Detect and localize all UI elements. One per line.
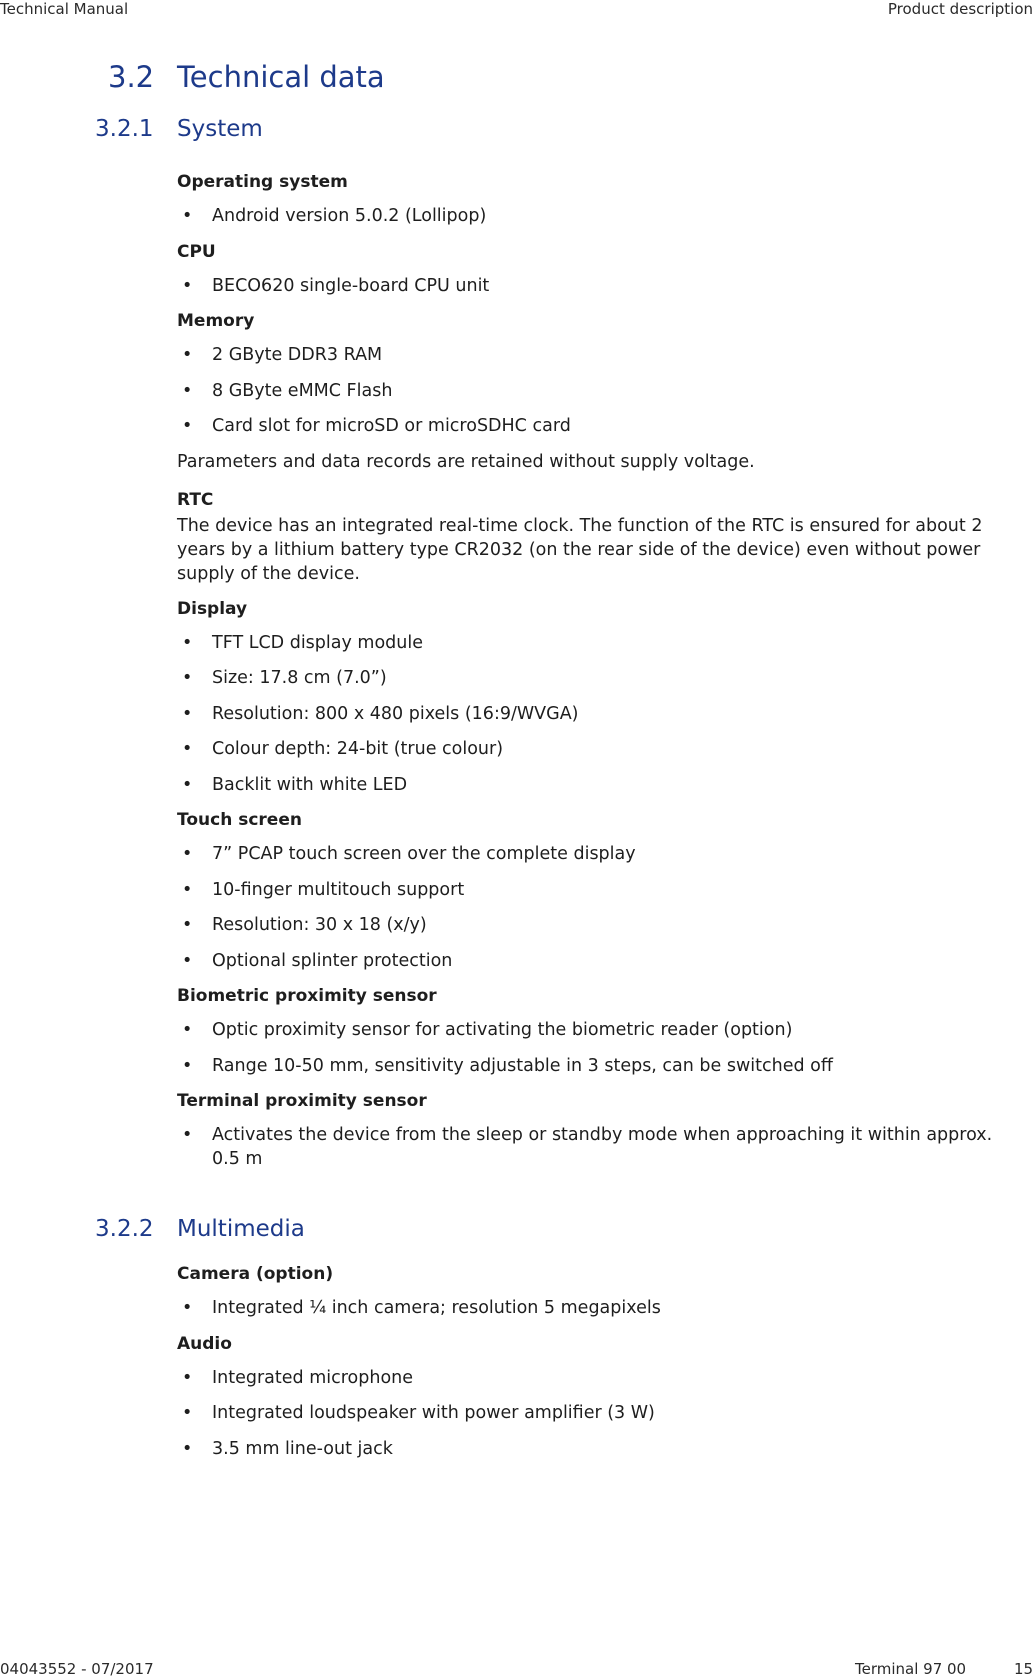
list-item-text: 8 GByte eMMC Flash xyxy=(212,380,393,401)
list-item xyxy=(177,1018,1017,1042)
list-item-text: BECO620 single-board CPU unit xyxy=(212,275,490,296)
cpu-list xyxy=(177,274,1017,298)
bullet: • xyxy=(182,1367,193,1388)
list-item xyxy=(177,414,1017,438)
list-item xyxy=(177,842,1017,866)
list-item xyxy=(177,666,1017,690)
list-item xyxy=(177,1437,1017,1461)
list-item-text: 7” PCAP touch screen over the complete display xyxy=(212,844,636,864)
rtc-group xyxy=(177,488,1017,586)
list-item xyxy=(177,949,1017,973)
list-item-text: Size: 17.8 cm (7.0”) xyxy=(212,668,387,688)
camera-label: Camera (option) xyxy=(177,1264,334,1284)
running-header-right: Product description xyxy=(887,0,1033,18)
display-group xyxy=(177,597,1017,797)
rtc-text: The device has an integrated real-time clock. The function of the RTC is ensured for about 2 years by a lithium battery type CR2032 (on the rear side of the device) even without power supply of the device. xyxy=(177,515,983,584)
section-heading xyxy=(0,60,1033,100)
bullet: • xyxy=(182,915,193,935)
list-item xyxy=(177,1401,1017,1425)
os-list xyxy=(177,204,1017,228)
biometric-label: Biometric proximity sensor xyxy=(177,986,437,1006)
list-item xyxy=(177,773,1017,797)
list-item-text: Activates the device from the sleep or standby mode when approaching it within approx. 0.5 m xyxy=(212,1125,993,1169)
audio-label: Audio xyxy=(177,1333,232,1354)
footer-doc-number: 04043552 - 07/2017 xyxy=(0,1660,154,1678)
footer-product: Terminal 97 00 xyxy=(855,1660,967,1678)
bullet: • xyxy=(182,1125,193,1145)
bullet: • xyxy=(182,380,193,401)
list-item-text: Integrated microphone xyxy=(212,1367,414,1388)
display-list xyxy=(177,631,1017,797)
bullet: • xyxy=(182,879,193,900)
list-item-text: Backlit with white LED xyxy=(212,774,408,795)
bullet: • xyxy=(182,206,193,226)
list-item xyxy=(177,274,1017,298)
display-label: Display xyxy=(177,598,248,619)
camera-list xyxy=(177,1296,1017,1320)
terminal-label: Terminal proximity sensor xyxy=(177,1091,427,1111)
biometric-group xyxy=(177,984,1017,1078)
bullet: • xyxy=(182,703,193,724)
system-content xyxy=(177,170,1017,1183)
subsection-heading-system xyxy=(0,116,1033,148)
bullet: • xyxy=(182,1438,193,1459)
bullet: • xyxy=(182,1055,193,1076)
bullet: • xyxy=(182,1298,193,1318)
list-item-text: Optic proximity sensor for activating the biometric reader (option) xyxy=(212,1020,793,1040)
list-item-text: 3.5 mm line-out jack xyxy=(212,1438,393,1459)
list-item xyxy=(177,878,1017,902)
list-item-text: Resolution: 30 x 18 (x/y) xyxy=(212,915,427,935)
bullet: • xyxy=(182,416,193,436)
list-item-text: Range 10-50 mm, sensitivity adjustable in 3 steps, can be switched off xyxy=(212,1055,833,1076)
bullet: • xyxy=(182,739,193,759)
bullet: • xyxy=(182,950,193,971)
subsection-heading-multimedia xyxy=(0,1216,1033,1248)
list-item xyxy=(177,1123,1017,1171)
subsection-title: Multimedia xyxy=(177,1216,305,1242)
bullet: • xyxy=(182,345,193,365)
subsection-title: System xyxy=(177,116,263,142)
multimedia-content xyxy=(177,1262,1017,1472)
list-item-text: 2 GByte DDR3 RAM xyxy=(212,345,383,365)
list-item xyxy=(177,913,1017,937)
list-item-text: Card slot for microSD or microSDHC card xyxy=(212,416,571,436)
list-item-text: Optional splinter protection xyxy=(212,950,453,971)
list-item xyxy=(177,1366,1017,1390)
list-item xyxy=(177,379,1017,403)
list-item-text: Colour depth: 24-bit (true colour) xyxy=(212,739,504,759)
section-number: 3.2 xyxy=(108,60,155,94)
list-item-text: Integrated loudspeaker with power amplifier (3 W) xyxy=(212,1403,655,1423)
list-item xyxy=(177,702,1017,726)
audio-list xyxy=(177,1366,1017,1461)
page-number: 15 xyxy=(1014,1660,1033,1678)
list-item xyxy=(177,737,1017,761)
list-item-text: TFT LCD display module xyxy=(212,632,423,653)
section-title: Technical data xyxy=(177,60,385,94)
list-item-text: Integrated ¼ inch camera; resolution 5 megapixels xyxy=(212,1298,661,1318)
list-item xyxy=(177,343,1017,367)
touch-group xyxy=(177,808,1017,973)
cpu-label: CPU xyxy=(177,241,216,262)
terminal-group xyxy=(177,1089,1017,1171)
touch-list xyxy=(177,842,1017,973)
biometric-list xyxy=(177,1018,1017,1078)
memory-list xyxy=(177,343,1017,438)
subsection-number: 3.2.2 xyxy=(95,1216,154,1242)
bullet: • xyxy=(182,774,193,795)
subsection-number: 3.2.1 xyxy=(95,116,154,142)
bullet: • xyxy=(182,632,193,653)
memory-note: Parameters and data records are retained without supply voltage. xyxy=(177,451,755,472)
memory-label: Memory xyxy=(177,311,255,331)
list-item-text: Resolution: 800 x 480 pixels (16:9/WVGA) xyxy=(212,703,579,724)
os-label: Operating system xyxy=(177,172,348,192)
bullet: • xyxy=(182,844,193,864)
list-item-text: 10-finger multitouch support xyxy=(212,879,465,900)
rtc-label: RTC xyxy=(177,489,214,510)
bullet: • xyxy=(182,1020,193,1040)
touch-label: Touch screen xyxy=(177,810,302,830)
memory-group xyxy=(177,309,1017,474)
list-item-text: Android version 5.0.2 (Lollipop) xyxy=(212,206,487,226)
cpu-group xyxy=(177,240,1017,298)
os-group xyxy=(177,170,1017,228)
camera-group xyxy=(177,1262,1017,1320)
terminal-list xyxy=(177,1123,1017,1171)
running-header-left: Technical Manual xyxy=(0,0,129,18)
bullet: • xyxy=(182,668,193,688)
bullet: • xyxy=(182,275,193,296)
list-item xyxy=(177,204,1017,228)
list-item xyxy=(177,631,1017,655)
audio-group xyxy=(177,1332,1017,1461)
list-item xyxy=(177,1054,1017,1078)
list-item xyxy=(177,1296,1017,1320)
bullet: • xyxy=(182,1403,193,1423)
